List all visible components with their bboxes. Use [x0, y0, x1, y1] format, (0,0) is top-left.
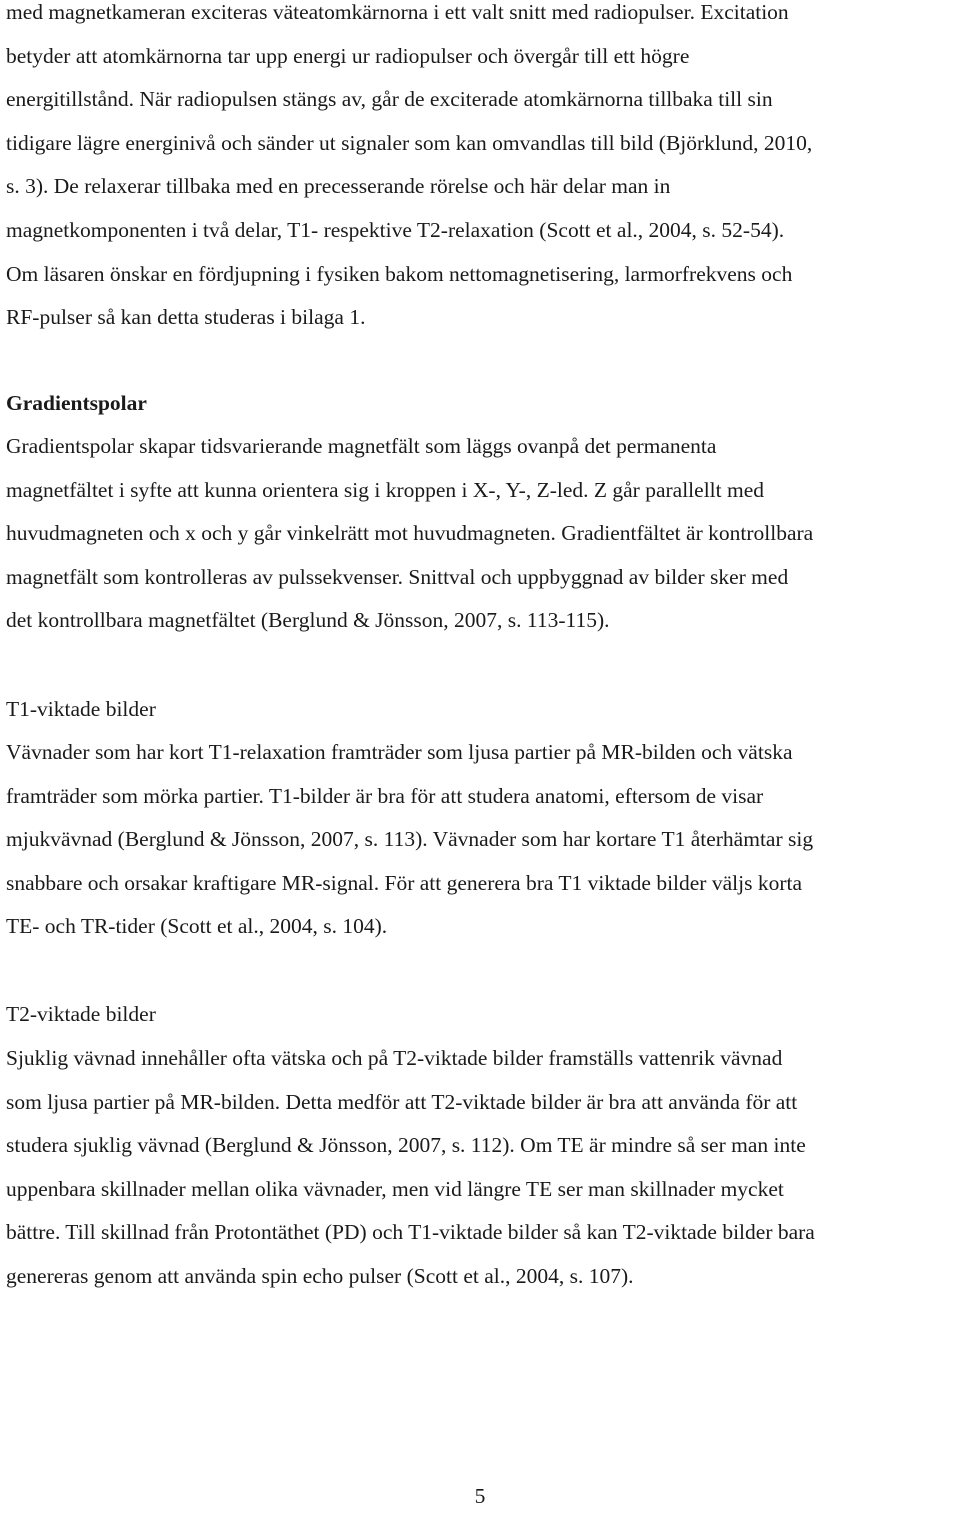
- page-number: 5: [474, 1484, 486, 1508]
- section-heading-t1: T1-viktade bilder: [6, 697, 156, 721]
- text-line: med magnetkameran exciteras väteatomkärnorna i ett valt snitt med radiopulser. Excitation: [6, 0, 789, 24]
- text-line: mjukvävnad (Berglund & Jönsson, 2007, s. 113). Vävnader som har kortare T1 återhämtar sig: [6, 827, 814, 852]
- text-line: s. 3). De relaxerar tillbaka med en precesserande rörelse och här delar man in: [6, 174, 671, 199]
- t1-paragraph: [6, 731, 813, 949]
- text-line: magnetfält som kontrolleras av pulssekvenser. Snittval och uppbyggnad av bilder sker med: [6, 564, 789, 589]
- text-line: tidigare lägre energinivå och sänder ut signaler som kan omvandlas till bild (Björklund, 2010,: [6, 130, 813, 155]
- text-line: studera sjuklig vävnad (Berglund & Jönsson, 2007, s. 112). Om TE är mindre så ser man inte: [6, 1133, 806, 1158]
- text-line: Vävnader som har kort T1-relaxation framträder som ljusa partier på MR-bilden och vätska: [6, 740, 793, 764]
- gradient-paragraph: [6, 425, 813, 643]
- text-line: Sjuklig vävnad innehåller ofta vätska och på T2-viktade bilder framställs vattenrik vävnad: [6, 1046, 783, 1070]
- text-line: uppenbara skillnader mellan olika vävnader, men vid längre TE ser man skillnader mycket: [6, 1176, 784, 1201]
- text-line: magnetkomponenten i två delar, T1- respektive T2-relaxation (Scott et al., 2004, s. 52-54).: [6, 217, 785, 242]
- text-line: bättre. Till skillnad från Protontäthet (PD) och T1-viktade bilder så kan T2-viktade bilder bara: [6, 1220, 815, 1245]
- t2-paragraph: [6, 1037, 815, 1299]
- text-line: Gradientspolar skapar tidsvarierande magnetfält som läggs ovanpå det permanenta: [6, 434, 717, 458]
- text-line: magnetfältet i syfte att kunna orientera sig i kroppen i X-, Y-, Z-led. Z går parallellt med: [6, 477, 765, 502]
- text-line: genereras genom att använda spin echo pulser (Scott et al., 2004, s. 107).: [6, 1263, 634, 1288]
- section-heading-t2: T2-viktade bilder: [6, 1002, 156, 1026]
- text-line: RF-pulser så kan detta studeras i bilaga 1.: [6, 305, 366, 330]
- text-line: det kontrollbara magnetfältet (Berglund & Jönsson, 2007, s. 113-115).: [6, 608, 610, 633]
- section-heading-gradientspolar: Gradientspolar: [6, 391, 147, 415]
- text-line: TE- och TR-tider (Scott et al., 2004, s. 104).: [6, 914, 388, 939]
- text-line: snabbare och orsakar kraftigare MR-signal. För att generera bra T1 viktade bilder väljs korta: [6, 870, 803, 895]
- text-line: som ljusa partier på MR-bilden. Detta medför att T2-viktade bilder är bra att använda för att: [6, 1089, 798, 1114]
- text-line: Om läsaren önskar en fördjupning i fysiken bakom nettomagnetisering, larmorfrekvens och: [6, 261, 793, 286]
- intro-paragraph: [6, 0, 812, 340]
- text-line: framträder som mörka partier. T1-bilder är bra för att studera anatomi, eftersom de visar: [6, 783, 764, 808]
- text-line: energitillstånd. När radiopulsen stängs av, går de exciterade atomkärnorna tillbaka till sin: [6, 87, 773, 112]
- text-line: huvudmagneten och x och y går vinkelrätt mot huvudmagneten. Gradientfältet är kontrollbara: [6, 521, 814, 546]
- text-line: betyder att atomkärnorna tar upp energi ur radiopulser och övergår till ett högre: [6, 43, 690, 68]
